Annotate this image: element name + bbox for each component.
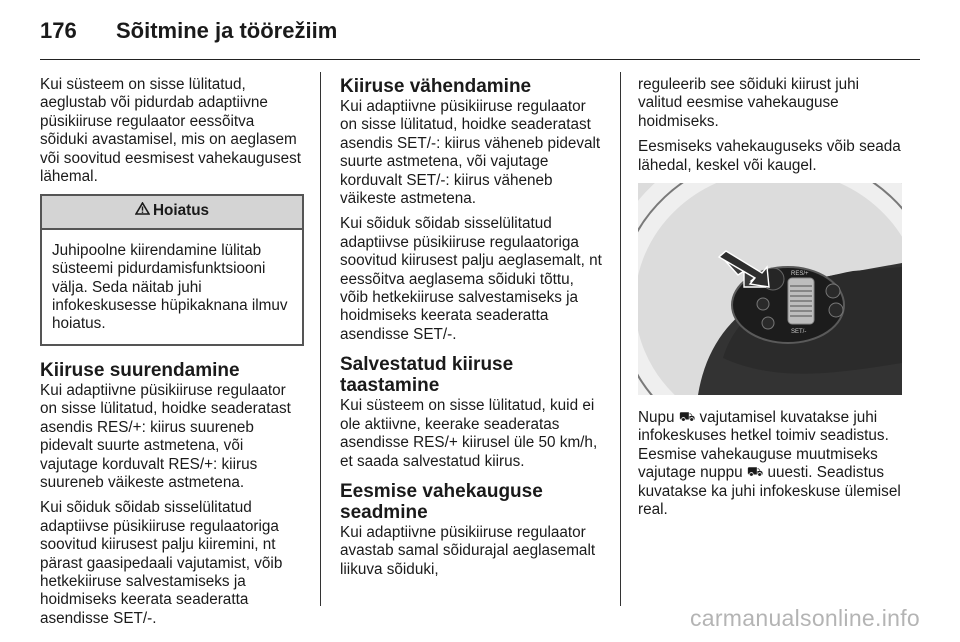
column-1	[40, 76, 304, 635]
warning-title: Hoiatus	[152, 202, 210, 220]
heading-restore: Salvestatud kiiruse taastamine	[340, 354, 514, 397]
column-divider-2	[620, 72, 621, 606]
warning-box	[40, 194, 304, 345]
distance-paragraph: Kui adaptiivne püsikiiruse regulaator avastab samal sõidurajal aeglasemalt liikuva sõiduki,	[340, 523, 596, 578]
figure-label-set: SET/-	[791, 329, 807, 336]
warning-header	[42, 196, 302, 229]
watermark: carmanualsonline.info	[689, 605, 920, 631]
column-divider-1	[320, 72, 321, 606]
warning-body: Juhipoolne kiirendamine lülitab süsteemi pidurdamisfunktsiooni välja. Seda näitab juhi infokeskusesse hüpikaknana ilmuv hoiatus.	[52, 241, 288, 333]
col3-paragraph-1: reguleerib see sõiduki kiirust juhi valitud eesmise vahekauguse hoidmiseks.	[638, 76, 860, 130]
figure-label-res: RES/+	[791, 271, 809, 278]
speed-up-paragraph-2: Kui sõiduk sõidab sisselülitatud adaptiivse püsikiiruse regulaatoriga soovitud kiirusest palju kiiremini, nt pärast gaasipedaali vajutamist, võib hetkekiiruse salvestamiseks ja hoidmiseks keerata seaderatta asendisse SET/-.	[40, 499, 283, 627]
heading-distance: Eesmise vahekauguse seadmine	[340, 480, 543, 523]
distance-car-icon: ⛟	[678, 409, 696, 425]
page-header	[40, 18, 920, 44]
column-3	[638, 76, 904, 526]
column-2	[340, 76, 606, 586]
page-number: 176	[40, 18, 77, 43]
heading-speed-up: Kiiruse suurendamine	[40, 359, 240, 381]
col3-paragraph-2: Eesmiseks vahekauguseks võib seada lähedal, keskel või kaugel.	[638, 138, 901, 174]
speed-up-paragraph-1: Kui adaptiivne püsikiiruse regulaator on sisse lülitatud, hoidke seaderatast asendis RES/+: kiirus suureneb pidevalt suurte astmetena, või vajutage korduvalt RES/+: kiirus suureneb väikeste astmetena.	[40, 381, 291, 491]
col3-paragraph-3	[638, 409, 904, 519]
chapter-title: Sõitmine ja töörežiim	[116, 18, 338, 43]
heading-slow-down: Kiiruse vähendamine	[340, 76, 532, 97]
steering-wheel-figure	[638, 183, 902, 395]
header-rule	[40, 59, 920, 60]
p3-end: uuesti. Seadistus kuvatakse ka juhi infokeskuse ülemisel real.	[638, 464, 901, 519]
intro-paragraph: Kui süsteem on sisse lülitatud, aeglustab või pidurdab adaptiivne püsikiiruse regulaator eessõitva sõiduki avastamisel, mis on aeglasem või soovitud eesmisest vahekaugusest lähemal.	[40, 76, 302, 186]
restore-paragraph: Kui süsteem on sisse lülitatud, kuid ei ole aktiivne, keerake seaderatas asendisse RES/+ kiirusel üle 50 km/h, et saada salvestatud kiirus.	[340, 397, 598, 470]
p3-before: Nupu	[638, 409, 675, 427]
distance-car-icon: ⛟	[746, 464, 764, 480]
slow-down-paragraph-2: Kui sõiduk sõidab sisselülitatud adaptiivse püsikiiruse regulaatoriga soovitud kiirusest palju aeglasemalt, nt eessõitva aeglasema sõiduki tõttu, võib hetkekiiruse salvestamiseks ja hoidmiseks keerata seaderatta asendisse SET/-.	[340, 215, 602, 343]
warning-triangle-icon	[135, 202, 150, 220]
slow-down-paragraph-1: Kui adaptiivne püsikiiruse regulaator on sisse lülitatud, hoidke seaderatast asendis SET/-: kiirus väheneb pidevalt suurte astmetena, või vajutage korduvalt SET/-: kiirus väheneb väikeste astmetena.	[340, 98, 601, 208]
p3-after: vajutamisel kuvatakse juhi infokeskuses hetkel toimiv seadistus. Eesmise vahekauguse muutmiseks vajutage nuppu	[638, 409, 889, 482]
